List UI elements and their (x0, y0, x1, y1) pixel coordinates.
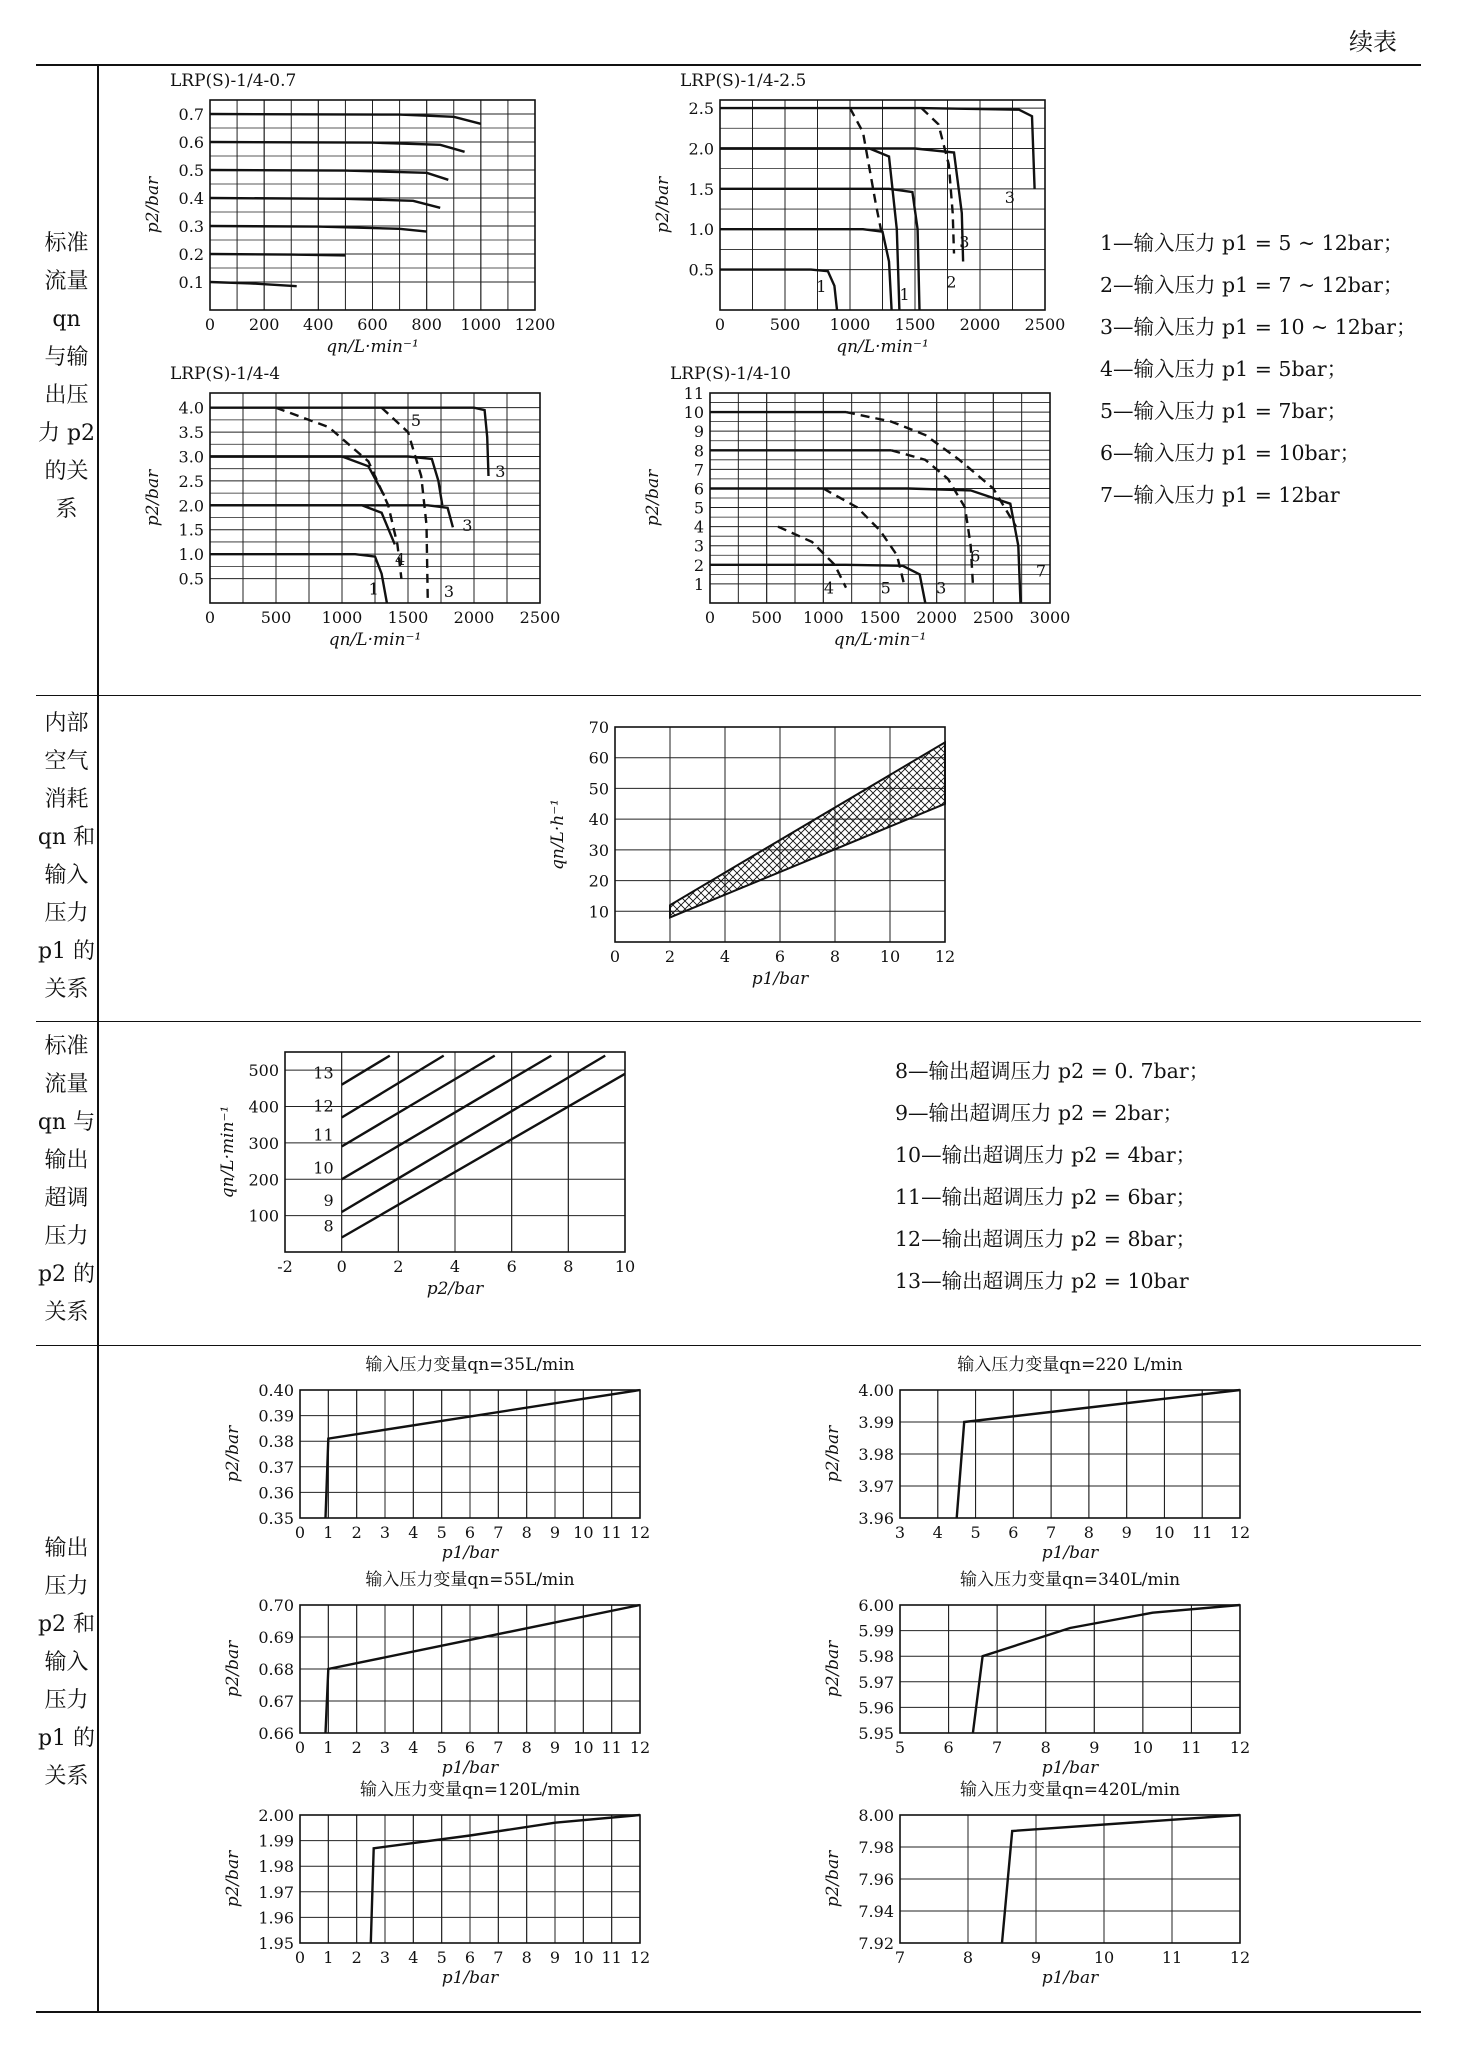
x-tick-label: 8 (521, 1738, 532, 1757)
y-axis-label: p2/bar (143, 469, 163, 527)
y-tick-label: 7 (693, 460, 704, 480)
chart-title: 输入压力变量qn=35L/min (365, 1355, 575, 1375)
x-tick-label: 500 (751, 608, 782, 627)
series-line (210, 408, 489, 476)
x-tick-label: 0 (714, 315, 726, 334)
curve-annotation: 7 (1035, 561, 1047, 581)
x-tick-label: 0 (294, 1738, 306, 1757)
y-tick-label: 0.36 (258, 1483, 294, 1503)
y-axis-label: p2/bar (223, 1425, 243, 1483)
chart-lrp-10 (620, 365, 1080, 675)
series-label: 8 (323, 1216, 334, 1236)
x-tick-label: 8 (829, 947, 841, 966)
row-divider (36, 1345, 1421, 1346)
y-axis-label: p2/bar (823, 1850, 843, 1908)
series-line (342, 1074, 625, 1238)
chart-p2-p1-420 (800, 1777, 1320, 1987)
y-tick-label: 0.66 (258, 1724, 294, 1743)
x-tick-label: 4 (932, 1523, 943, 1542)
x-tick-label: 11 (1181, 1738, 1202, 1757)
y-axis-label: p2/bar (143, 176, 163, 234)
series-label: 12 (313, 1096, 334, 1116)
row-divider (36, 1021, 1421, 1022)
y-tick-label: 0.7 (178, 105, 204, 124)
y-tick-label: 0.40 (258, 1381, 294, 1400)
y-axis-label: p2/bar (223, 1640, 243, 1698)
y-tick-label: 0.35 (258, 1509, 294, 1528)
y-tick-label: 4.0 (178, 398, 204, 418)
y-tick-label: 4 (693, 517, 704, 537)
y-tick-label: 4.00 (858, 1381, 894, 1400)
label-column-divider (97, 65, 99, 2011)
curve-annotation: 1 (368, 579, 379, 599)
series-label: 9 (323, 1191, 334, 1210)
chart-p2-p1-35 (200, 1352, 720, 1562)
x-tick-label: 2000 (916, 608, 958, 627)
x-tick-label: 7 (1046, 1523, 1057, 1542)
x-tick-label: 0 (294, 1523, 306, 1542)
series-line (210, 505, 453, 527)
series-line (210, 282, 297, 286)
y-tick-label: 200 (248, 1170, 279, 1190)
x-tick-label: 10 (1093, 1948, 1115, 1967)
x-tick-label: 1500 (387, 608, 429, 627)
table-top-rule (36, 64, 1421, 66)
y-tick-label: 7.98 (858, 1838, 894, 1857)
y-tick-label: 0.6 (178, 133, 204, 152)
x-tick-label: 5 (894, 1738, 906, 1757)
x-axis-label: p1/bar (1041, 1968, 1099, 1988)
curve-annotation: 5 (410, 410, 422, 430)
x-tick-label: 12 (629, 1738, 651, 1757)
chart-title: LRP(S)-1/4-10 (670, 364, 791, 384)
x-tick-label: 10 (879, 947, 901, 966)
y-tick-label: 10 (588, 902, 609, 922)
y-axis-label: p2/bar (643, 469, 663, 527)
y-tick-label: 9 (693, 422, 704, 442)
y-tick-label: 0.68 (258, 1660, 294, 1679)
chart-internal-air-consumption (545, 705, 975, 1005)
x-tick-label: 10 (573, 1738, 594, 1757)
legend-entry: 13—输出超调压力 p2 = 10bar (895, 1269, 1189, 1293)
x-tick-label: 2 (351, 1523, 362, 1542)
x-tick-label: 2 (393, 1257, 404, 1276)
x-tick-label: 12 (1229, 1523, 1251, 1542)
series-line (210, 457, 384, 496)
chart-p2-p1-340 (800, 1567, 1320, 1777)
plot-frame (900, 1605, 1240, 1733)
chart-p2-p1-55 (200, 1567, 720, 1777)
y-tick-label: 6.00 (858, 1596, 894, 1615)
x-tick-label: 6 (506, 1257, 517, 1276)
y-tick-label: 0.3 (178, 217, 204, 236)
series-line (210, 198, 440, 208)
y-axis-label: qn/L·h⁻¹ (548, 799, 568, 870)
x-axis-label: qn/L·min⁻¹ (836, 337, 929, 357)
x-tick-label: 4 (449, 1257, 461, 1276)
row-label: 输出 压力 p2 和 输入 压力 p1 的 关系 (37, 1536, 96, 1789)
y-tick-label: 70 (588, 718, 609, 737)
y-tick-label: 1.97 (258, 1882, 294, 1902)
legend-entry: 12—输出超调压力 p2 = 8bar； (895, 1227, 1197, 1251)
y-tick-label: 100 (248, 1206, 279, 1226)
x-tick-label: 5 (436, 1523, 447, 1542)
x-tick-label: 8 (1040, 1738, 1051, 1757)
x-tick-label: 1 (323, 1523, 334, 1542)
x-tick-label: 9 (1089, 1738, 1100, 1757)
chart-lrp-2-5 (620, 72, 1080, 362)
y-tick-label: 1.5 (178, 520, 204, 540)
series-line (210, 254, 345, 255)
curve-annotation: 3 (936, 578, 947, 598)
y-tick-label: 7.96 (858, 1870, 894, 1889)
x-tick-label: 1 (323, 1738, 334, 1757)
x-tick-label: 0 (704, 608, 716, 627)
series-line (850, 108, 883, 237)
y-tick-label: 1.0 (688, 220, 714, 240)
legend-entry: 2—输入压力 p1 = 7 ~ 12bar； (1100, 273, 1404, 297)
x-tick-label: 8 (521, 1948, 532, 1967)
overshoot-pressure-legend (895, 1050, 1209, 1302)
y-tick-label: 3.96 (858, 1509, 894, 1528)
series-line (720, 149, 963, 262)
y-tick-label: 7.94 (858, 1902, 894, 1921)
x-axis-label: p1/bar (1041, 1758, 1099, 1778)
x-tick-label: 9 (1030, 1948, 1042, 1967)
y-tick-label: 2.5 (178, 471, 204, 491)
x-tick-label: 12 (629, 1948, 651, 1967)
y-tick-label: 1.95 (258, 1934, 294, 1953)
series-line (922, 108, 955, 253)
x-tick-label: 600 (357, 315, 388, 334)
chart-lrp-4 (120, 365, 580, 675)
chart-title: 输入压力变量qn=420L/min (959, 1780, 1181, 1800)
y-tick-label: 2.0 (688, 139, 714, 159)
x-tick-label: 10 (573, 1523, 594, 1542)
row-divider (36, 695, 1421, 696)
y-tick-label: 5.97 (858, 1672, 894, 1692)
y-axis-label: p2/bar (823, 1425, 843, 1483)
x-tick-label: 200 (248, 315, 280, 334)
x-tick-label: 0 (336, 1257, 347, 1276)
x-tick-label: 2000 (453, 608, 495, 627)
legend-entry: 7—输入压力 p1 = 12bar (1100, 483, 1340, 507)
curve-annotation: 6 (970, 546, 981, 566)
chart-p2-p1-120 (200, 1777, 720, 1987)
x-tick-label: 7 (493, 1523, 504, 1542)
x-tick-label: 0 (204, 315, 216, 334)
series-label: 10 (313, 1158, 334, 1178)
y-tick-label: 60 (588, 748, 609, 768)
legend-entry: 4—输入压力 p1 = 5bar； (1100, 357, 1348, 381)
curve-annotation: 1 (899, 284, 910, 304)
x-tick-label: 12 (1229, 1948, 1251, 1967)
x-tick-label: 2 (351, 1738, 362, 1757)
x-tick-label: 2 (664, 947, 676, 966)
x-tick-label: 6 (464, 1738, 476, 1757)
chart-title: LRP(S)-1/4-0.7 (170, 71, 297, 91)
x-tick-label: 3 (379, 1738, 391, 1757)
x-tick-label: 12 (934, 947, 956, 966)
x-tick-label: 9 (1121, 1523, 1132, 1542)
x-tick-label: 11 (1161, 1948, 1183, 1967)
x-tick-label: 2500 (1024, 315, 1066, 334)
x-tick-label: 11 (601, 1738, 622, 1757)
row-label: 标准 流量 qn 与输 出压 力 p2 的关 系 (37, 231, 96, 522)
curve-annotation: 4 (823, 578, 835, 598)
x-tick-label: 6 (774, 947, 786, 966)
chart-lrp-0-7 (120, 72, 580, 362)
x-tick-label: 3 (379, 1948, 391, 1967)
x-tick-label: 0 (204, 608, 216, 627)
chart-p2-p1-220 (800, 1352, 1320, 1562)
x-tick-label: 1000 (802, 608, 844, 627)
x-tick-label: 2500 (972, 608, 1014, 627)
x-tick-label: 10 (1132, 1738, 1154, 1757)
chart-title: 输入压力变量qn=340L/min (959, 1570, 1181, 1590)
x-tick-label: 7 (894, 1948, 906, 1967)
y-tick-label: 0.67 (258, 1692, 294, 1711)
legend-entry: 9—输出超调压力 p2 = 2bar； (895, 1101, 1184, 1125)
y-tick-label: 5.99 (858, 1621, 894, 1641)
x-tick-label: 2 (351, 1948, 362, 1967)
x-tick-label: 2000 (959, 315, 1001, 334)
x-tick-label: 5 (436, 1738, 447, 1757)
y-tick-label: 10 (683, 403, 704, 423)
x-tick-label: 9 (549, 1523, 561, 1542)
x-tick-label: 4 (719, 947, 731, 966)
y-tick-label: 2.0 (178, 496, 204, 516)
x-tick-label: 1500 (894, 315, 936, 334)
x-tick-label: 3000 (1029, 608, 1071, 627)
x-axis-label: p1/bar (441, 1968, 499, 1988)
x-tick-label: 7 (493, 1738, 504, 1757)
y-tick-label: 0.70 (258, 1596, 294, 1615)
chart-title: LRP(S)-1/4-4 (170, 364, 281, 384)
x-tick-label: 800 (411, 315, 442, 334)
y-tick-label: 300 (248, 1133, 279, 1153)
y-tick-label: 20 (588, 871, 609, 891)
x-tick-label: 8 (563, 1257, 574, 1276)
x-tick-label: 6 (1008, 1523, 1019, 1542)
y-tick-label: 3.98 (858, 1445, 894, 1464)
x-tick-label: 12 (1229, 1738, 1251, 1757)
chart-title: LRP(S)-1/4-2.5 (680, 71, 807, 91)
x-tick-label: 3 (379, 1523, 391, 1542)
x-tick-label: 11 (1192, 1523, 1213, 1542)
series-line (210, 505, 395, 544)
y-tick-label: 400 (248, 1097, 279, 1117)
y-tick-label: 0.5 (688, 260, 714, 280)
y-tick-label: 0.39 (258, 1406, 294, 1426)
x-tick-label: 500 (260, 608, 292, 627)
x-tick-label: 10 (573, 1948, 594, 1967)
curve-annotation: 1 (816, 276, 827, 296)
x-tick-label: 1500 (859, 608, 901, 627)
curve-annotation: 3 (443, 581, 455, 601)
x-axis-label: qn/L·min⁻¹ (328, 630, 422, 650)
y-tick-label: 0.5 (178, 569, 204, 589)
y-tick-label: 3.0 (178, 447, 204, 467)
legend-entry: 5—输入压力 p1 = 7bar； (1100, 399, 1348, 423)
curve-annotation: 3 (495, 462, 506, 482)
y-tick-label: 3.5 (178, 423, 204, 443)
series-line (326, 1390, 641, 1518)
curve-annotation: 4 (394, 550, 406, 570)
x-tick-label: 400 (303, 315, 334, 334)
x-tick-label: 7 (992, 1738, 1003, 1757)
y-tick-label: 0.38 (258, 1432, 294, 1452)
x-tick-label: 1000 (321, 608, 363, 627)
y-tick-label: 40 (588, 810, 609, 830)
table-bottom-rule (36, 2011, 1421, 2013)
x-axis-label: p2/bar (426, 1279, 484, 1299)
consumption-band (670, 742, 945, 917)
y-tick-label: 2.00 (258, 1806, 294, 1825)
legend-entry: 3—输入压力 p1 = 10 ~ 12bar； (1100, 315, 1417, 339)
x-tick-label: 7 (493, 1948, 504, 1967)
series-line (973, 1605, 1240, 1733)
chart-flow-vs-overshoot (220, 1030, 650, 1330)
series-label: 13 (313, 1063, 334, 1083)
y-tick-label: 8 (693, 441, 704, 461)
chart-title: 输入压力变量qn=120L/min (359, 1780, 581, 1800)
y-tick-label: 2 (693, 555, 704, 575)
y-tick-label: 6 (693, 479, 704, 499)
y-axis-label: qn/L·min⁻¹ (218, 1105, 238, 1199)
x-tick-label: 4 (408, 1948, 419, 1967)
curve-annotation: 2 (946, 272, 957, 292)
x-tick-label: 1000 (460, 315, 502, 334)
y-tick-label: 2.5 (688, 99, 714, 119)
y-tick-label: 5 (693, 498, 704, 518)
y-tick-label: 1.96 (258, 1908, 294, 1928)
x-axis-label: qn/L·min⁻¹ (326, 337, 419, 357)
y-tick-label: 0.2 (178, 245, 204, 264)
x-axis-label: p1/bar (1041, 1543, 1099, 1563)
series-line (371, 1815, 640, 1943)
y-tick-label: 7.92 (858, 1934, 894, 1953)
series-line (823, 489, 905, 588)
series-line (342, 1056, 606, 1212)
legend-entry: 11—输出超调压力 p2 = 6bar； (895, 1185, 1197, 1209)
legend-entry: 10—输出超调压力 p2 = 4bar； (895, 1143, 1197, 1167)
x-tick-label: 11 (601, 1523, 622, 1542)
x-tick-label: 8 (962, 1948, 974, 1967)
y-tick-label: 0.37 (258, 1457, 294, 1477)
x-tick-label: 1000 (829, 315, 871, 334)
legend-entry: 6—输入压力 p1 = 10bar； (1100, 441, 1361, 465)
x-axis-label: p1/bar (751, 969, 809, 989)
continued-table-label: 续表 (1349, 28, 1397, 56)
x-tick-label: 10 (1154, 1523, 1175, 1542)
chart-title: 输入压力变量qn=55L/min (365, 1570, 575, 1590)
x-tick-label: 9 (549, 1738, 561, 1757)
x-axis-label: p1/bar (441, 1543, 499, 1563)
x-tick-label: -2 (277, 1257, 293, 1276)
y-tick-label: 5.98 (858, 1647, 894, 1667)
y-tick-label: 3.97 (858, 1477, 894, 1496)
x-tick-label: 11 (601, 1948, 622, 1967)
y-tick-label: 0.5 (178, 161, 204, 180)
y-tick-label: 1.5 (688, 179, 714, 199)
y-axis-label: p2/bar (653, 176, 673, 234)
x-axis-label: p1/bar (441, 1758, 499, 1778)
curve-annotation: 3 (462, 515, 473, 535)
legend-entry: 1—输入压力 p1 = 5 ~ 12bar； (1100, 231, 1404, 255)
y-tick-label: 5.95 (858, 1724, 894, 1743)
series-line (342, 1056, 444, 1118)
row-label: 内部 空气 消耗 qn 和 输入 压力 p1 的 关系 (37, 711, 96, 1002)
x-tick-label: 5 (970, 1523, 981, 1542)
x-tick-label: 4 (408, 1738, 419, 1757)
y-tick-label: 1.99 (258, 1831, 294, 1851)
series-line (778, 527, 846, 588)
curve-annotation: 5 (880, 578, 891, 598)
x-tick-label: 0 (609, 947, 621, 966)
y-axis-label: p2/bar (823, 1640, 843, 1698)
x-axis-label: qn/L·min⁻¹ (833, 630, 927, 650)
x-tick-label: 5 (436, 1948, 447, 1967)
x-tick-label: 9 (549, 1948, 561, 1967)
x-tick-label: 0 (294, 1948, 306, 1967)
series-line (210, 170, 448, 180)
x-tick-label: 500 (769, 315, 801, 334)
curve-annotation: 3 (1004, 187, 1015, 207)
y-tick-label: 0.1 (178, 273, 204, 292)
x-tick-label: 10 (614, 1257, 636, 1276)
x-tick-label: 1200 (514, 315, 556, 334)
series-label: 11 (313, 1125, 334, 1145)
x-tick-label: 6 (464, 1948, 476, 1967)
x-tick-label: 2500 (519, 608, 561, 627)
y-tick-label: 0.69 (258, 1628, 294, 1647)
y-tick-label: 1.0 (178, 545, 204, 565)
x-tick-label: 12 (629, 1523, 651, 1542)
y-tick-label: 30 (588, 840, 609, 860)
input-pressure-legend (1100, 222, 1416, 516)
y-tick-label: 3 (693, 536, 704, 556)
y-tick-label: 8.00 (858, 1806, 894, 1825)
x-tick-label: 4 (408, 1523, 419, 1542)
y-tick-label: 11 (683, 384, 704, 403)
y-tick-label: 5.96 (858, 1698, 894, 1718)
y-tick-label: 3.99 (858, 1413, 894, 1432)
x-tick-label: 6 (464, 1523, 476, 1542)
x-tick-label: 8 (1083, 1523, 1094, 1542)
y-tick-label: 1.98 (258, 1857, 294, 1877)
x-tick-label: 1 (323, 1948, 334, 1967)
x-tick-label: 3 (894, 1523, 906, 1542)
series-line (342, 1056, 552, 1180)
y-tick-label: 500 (248, 1061, 279, 1081)
row-label: 标准 流量 qn 与 输出 超调 压力 p2 的 关系 (37, 1034, 96, 1325)
y-tick-label: 0.4 (178, 189, 204, 208)
x-tick-label: 6 (943, 1738, 954, 1757)
x-tick-label: 8 (521, 1523, 532, 1542)
legend-entry: 8—输出超调压力 p2 = 0. 7bar； (895, 1059, 1210, 1083)
chart-title: 输入压力变量qn=220 L/min (957, 1355, 1183, 1375)
y-tick-label: 50 (588, 779, 609, 799)
curve-annotation: 3 (959, 232, 970, 252)
y-tick-label: 1 (693, 574, 704, 594)
y-axis-label: p2/bar (223, 1850, 243, 1908)
